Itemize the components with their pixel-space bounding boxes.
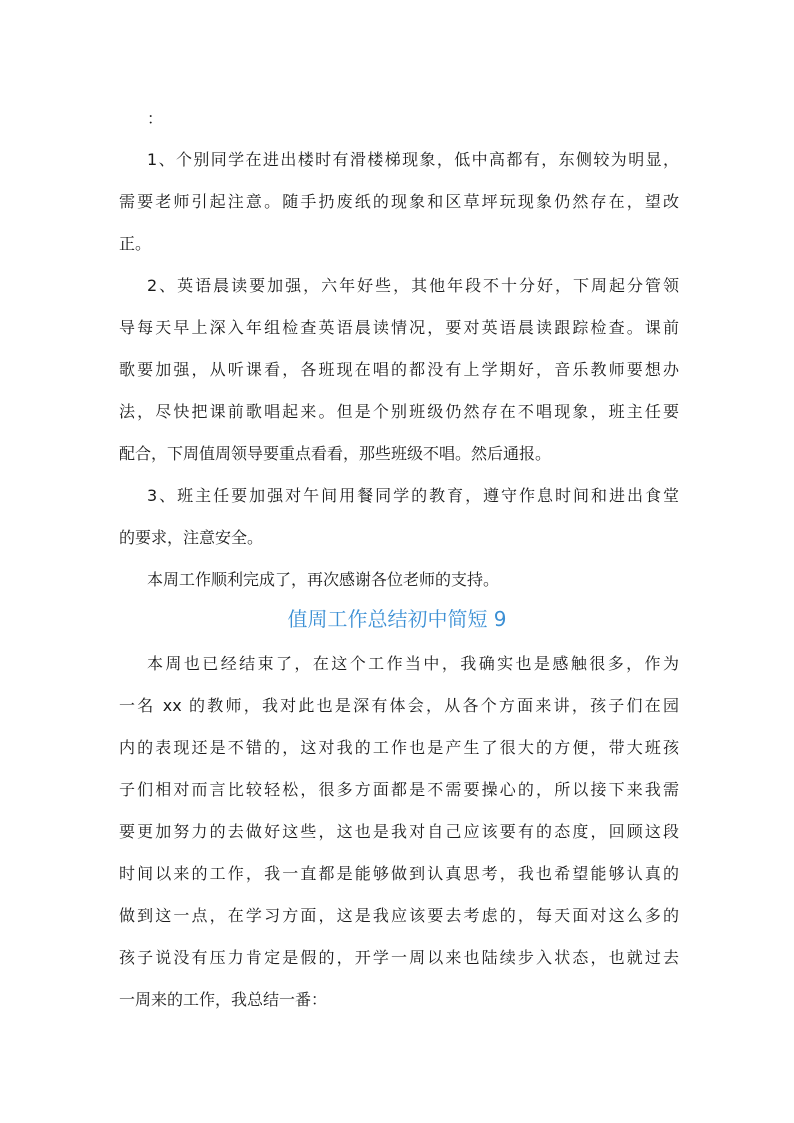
paragraph-line: 子们相对而言比较轻松，很多方面都是不需要操心的，所以接下来我需 xyxy=(119,780,679,799)
paragraph-line: 歌要加强，从听课看，各班现在唱的都没有上学期好，音乐教师要想办 xyxy=(119,360,679,379)
paragraph-line: 配合，下周值周领导要重点看看，那些班级不唱。然后通报。 xyxy=(119,444,552,463)
paragraph-line: 做到这一点，在学习方面，这是我应该要去考虑的，每天面对这么多的 xyxy=(119,906,679,925)
paragraph-line: 的要求，注意安全。 xyxy=(119,528,264,547)
paragraph-line: 法，尽快把课前歌唱起来。但是个别班级仍然存在不唱现象，班主任要 xyxy=(119,402,679,421)
paragraph-line: 本周工作顺利完成了，再次感谢各位老师的支持。 xyxy=(147,570,500,589)
paragraph-line: 正。 xyxy=(119,234,152,253)
paragraph-line: 一周来的工作，我总结一番： xyxy=(119,990,328,1009)
paragraph-line: 3、班主任要加强对午间用餐同学的教育，遵守作息时间和进出食堂 xyxy=(147,486,679,505)
paragraph-line: 要更加努力的去做好这些，这也是我对自己应该要有的态度，回顾这段 xyxy=(119,822,679,841)
paragraph-line: 时间以来的工作，我一直都是能够做到认真思考，我也希望能够认真的 xyxy=(119,864,679,883)
paragraph-line: 需要老师引起注意。随手扔废纸的现象和区草坪玩现象仍然存在，望改 xyxy=(119,192,679,211)
paragraph-line: 1、个别同学在进出楼时有滑楼梯现象，低中高都有，东侧较为明显， xyxy=(147,150,679,169)
intro-colon: ： xyxy=(147,109,164,128)
paragraph-line: 本周也已经结束了，在这个工作当中，我确实也是感触很多，作为 xyxy=(147,654,679,673)
paragraph-line: 孩子说没有压力肯定是假的，开学一周以来也陆续步入状态，也就过去 xyxy=(119,948,679,967)
paragraph-line: 内的表现还是不错的，这对我的工作也是产生了很大的方便，带大班孩 xyxy=(119,738,679,757)
paragraph-line: 2、英语晨读要加强，六年好些，其他年段不十分好，下周起分管领 xyxy=(147,276,679,295)
paragraph-line: 导每天早上深入年组检查英语晨读情况，要对英语晨读跟踪检查。课前 xyxy=(119,318,679,337)
paragraph-line: 一名 xx 的教师，我对此也是深有体会，从各个方面来讲，孩子们在园 xyxy=(119,696,679,715)
section-title: 值周工作总结初中简短 9 xyxy=(287,607,507,631)
